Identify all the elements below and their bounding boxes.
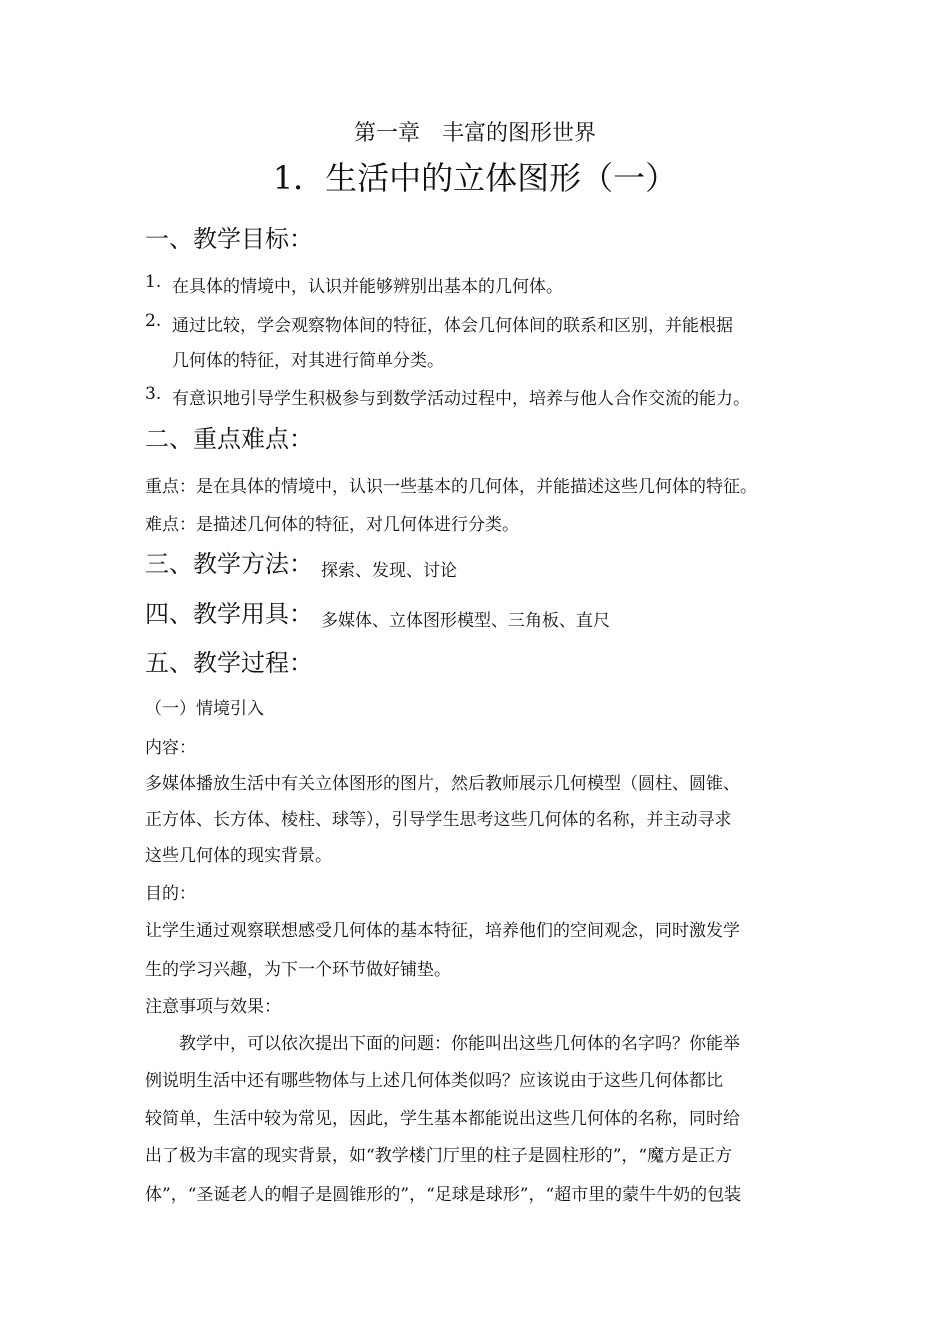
purpose-line: 让学生通过观察联想感受几何体的基本特征，培养他们的空间观念，同时激发学	[145, 921, 740, 941]
objective-text: 几何体的特征，对其进行简单分类。	[172, 351, 444, 371]
method-heading-label: 三、教学方法：	[145, 550, 313, 578]
key-points-heading: 二、重点难点：	[145, 425, 313, 453]
lesson-title: 1．生活中的立体图形（一）	[272, 159, 678, 197]
method-heading	[145, 544, 457, 581]
tools-heading-label: 四、教学用具：	[145, 600, 313, 628]
objective-number: 1.	[145, 272, 162, 292]
objective-text: 通过比较，学会观察物体间的特征，体会几何体间的联系和区别，并能根据	[172, 316, 733, 336]
chapter-title: 第一章 丰富的图形世界	[353, 121, 596, 146]
notes-line: 较简单，生活中较为常见，因此，学生基本都能说出这些几何体的名称，同时给	[145, 1109, 740, 1129]
objective-number: 2.	[145, 311, 162, 331]
content-label: 内容：	[145, 738, 196, 758]
content-line: 这些几何体的现实背景。	[145, 846, 332, 866]
difficulty-line: 难点：是描述几何体的特征，对几何体进行分类。	[145, 515, 519, 535]
method-value: 探索、发现、讨论	[321, 561, 457, 581]
objectives-heading: 一、教学目标：	[145, 225, 313, 253]
notes-label: 注意事项与效果：	[145, 997, 281, 1017]
notes-line: 体”，“圣诞老人的帽子是圆锥形的”，“足球是球形”，“超市里的蒙牛牛奶的包装	[145, 1185, 742, 1205]
tools-heading	[145, 594, 610, 631]
objective-text: 有意识地引导学生积极参与到数学活动过程中，培养与他人合作交流的能力。	[172, 389, 750, 409]
purpose-label: 目的：	[145, 884, 196, 904]
notes-line: 出了极为丰富的现实背景，如“教学楼门厅里的柱子是圆柱形的”，“魔方是正方	[145, 1146, 733, 1166]
content-line: 正方体、长方体、棱柱、球等），引导学生思考这些几何体的名称，并主动寻求	[145, 810, 732, 830]
objective-text: 在具体的情境中，认识并能够辨别出基本的几何体。	[172, 277, 563, 297]
notes-line: 例说明生活中还有哪些物体与上述几何体类似吗？应该说由于这些几何体都比	[145, 1071, 723, 1091]
process-heading: 五、教学过程：	[145, 649, 313, 677]
process-subheading: （一）情境引入	[145, 699, 264, 719]
notes-line: 教学中，可以依次提出下面的问题：你能叫出这些几何体的名字吗？你能举	[145, 1034, 740, 1054]
purpose-line: 生的学习兴趣，为下一个环节做好铺垫。	[145, 960, 451, 980]
content-line: 多媒体播放生活中有关立体图形的图片，然后教师展示几何模型（圆柱、圆锥、	[145, 774, 740, 794]
objective-number: 3.	[145, 384, 162, 404]
key-point-line: 重点：是在具体的情境中，认识一些基本的几何体，并能描述这些几何体的特征。	[145, 477, 757, 497]
tools-value: 多媒体、立体图形模型、三角板、直尺	[321, 611, 610, 631]
